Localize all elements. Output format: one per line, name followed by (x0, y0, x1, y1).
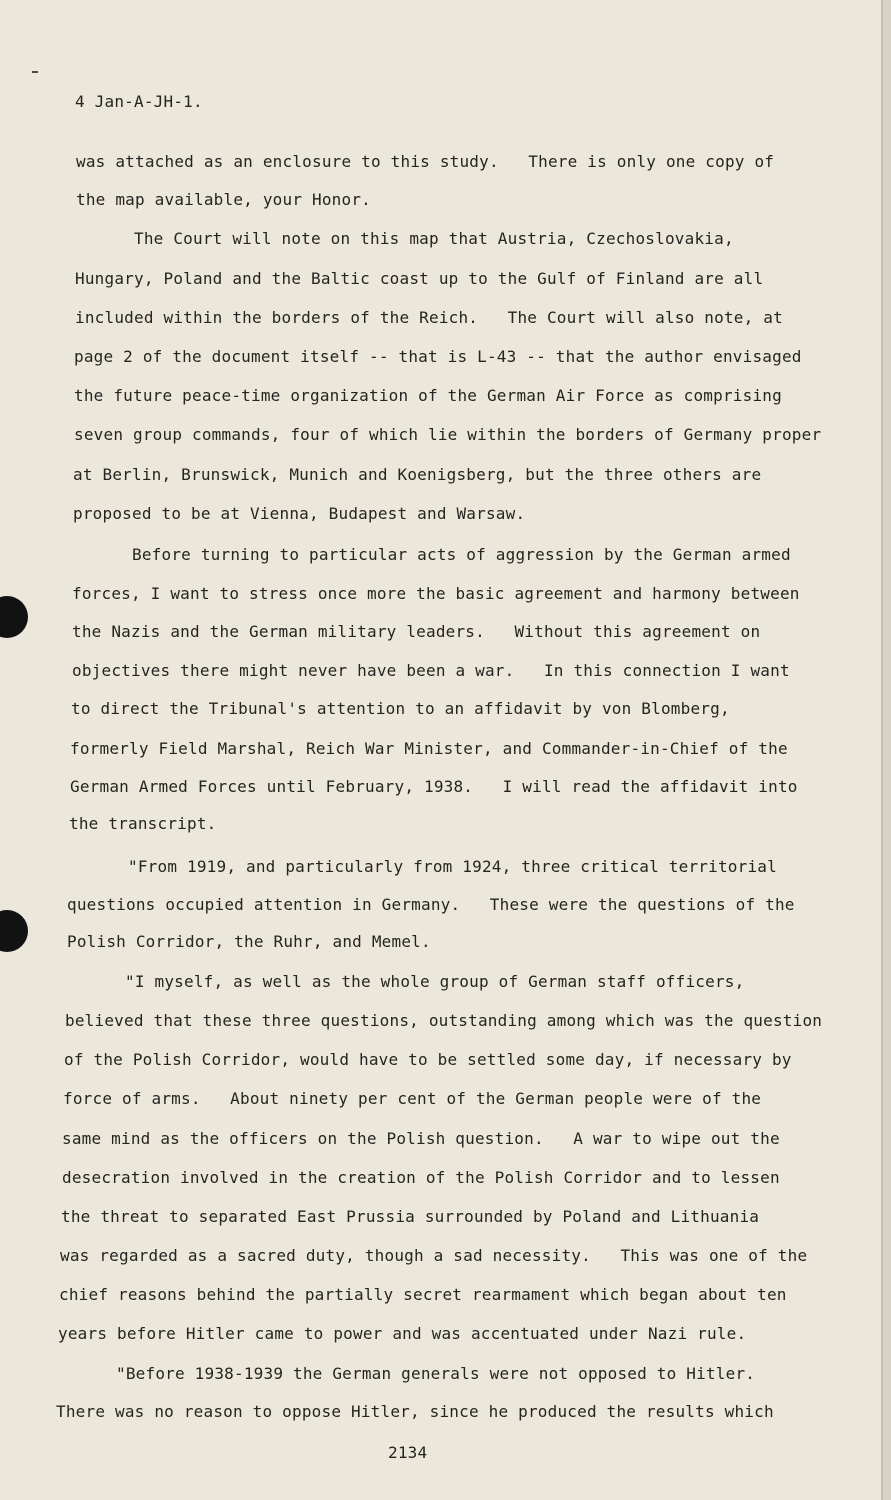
text-line: "From 1919, and particularly from 1924, three critical territorial (69, 857, 777, 876)
text-line: the Nazis and the German military leaders. Without this agreement on (72, 622, 761, 641)
text-line: the map available, your Honor. (76, 190, 371, 209)
text-line: Polish Corridor, the Ruhr, and Memel. (67, 932, 431, 951)
text-line: chief reasons behind the partially secret rearmament which began about ten (59, 1285, 787, 1304)
text-line: seven group commands, four of which lie within the borders of Germany proper (74, 425, 822, 444)
punch-hole-bottom (0, 910, 28, 952)
page-number: 2134 (388, 1443, 428, 1462)
text-line: desecration involved in the creation of the Polish Corridor and to lessen (62, 1168, 780, 1187)
text-line: forces, I want to stress once more the basic agreement and harmony between (72, 584, 800, 603)
text-line: years before Hitler came to power and was accentuated under Nazi rule. (58, 1324, 747, 1343)
text-line: force of arms. About ninety per cent of the German people were of the (63, 1089, 762, 1108)
text-line: of the Polish Corridor, would have to be settled some day, if necessary by (64, 1050, 792, 1069)
text-line: The Court will note on this map that Austria, Czechoslovakia, (75, 229, 734, 248)
page-header: 4 Jan-A-JH-1. (75, 92, 203, 111)
text-line: was regarded as a sacred duty, though a sad necessity. This was one of the (60, 1246, 808, 1265)
text-line: proposed to be at Vienna, Budapest and Warsaw. (73, 504, 526, 523)
text-line: Hungary, Poland and the Baltic coast up to the Gulf of Finland are all (75, 269, 764, 288)
text-line: believed that these three questions, outstanding among which was the question (65, 1011, 823, 1030)
text-line: There was no reason to oppose Hitler, since he produced the results which (56, 1402, 774, 1421)
text-line: Before turning to particular acts of aggression by the German armed (73, 545, 791, 564)
text-line: the threat to separated East Prussia surrounded by Poland and Lithuania (61, 1207, 760, 1226)
text-line: formerly Field Marshal, Reich War Minister, and Commander-in-Chief of the (70, 739, 788, 758)
text-line: "I myself, as well as the whole group of German staff officers, (66, 972, 745, 991)
text-line: to direct the Tribunal's attention to an affidavit by von Blomberg, (71, 699, 730, 718)
margin-mark (32, 71, 38, 73)
punch-hole-top (0, 596, 28, 638)
text-line: page 2 of the document itself -- that is L-43 -- that the author envisaged (74, 347, 802, 366)
text-line: same mind as the officers on the Polish question. A war to wipe out the (62, 1129, 780, 1148)
text-line: objectives there might never have been a war. In this connection I want (72, 661, 790, 680)
text-line: the transcript. (69, 814, 217, 833)
text-line: questions occupied attention in Germany. These were the questions of the (67, 895, 795, 914)
text-line: was attached as an enclosure to this study. There is only one copy of (76, 152, 775, 171)
text-line: German Armed Forces until February, 1938. I will read the affidavit into (70, 777, 798, 796)
text-line: at Berlin, Brunswick, Munich and Koenigsberg, but the three others are (73, 465, 762, 484)
text-line: the future peace-time organization of the German Air Force as comprising (74, 386, 782, 405)
text-line: "Before 1938-1939 the German generals were not opposed to Hitler. (57, 1364, 756, 1383)
text-line: included within the borders of the Reich. The Court will also note, at (75, 308, 783, 327)
